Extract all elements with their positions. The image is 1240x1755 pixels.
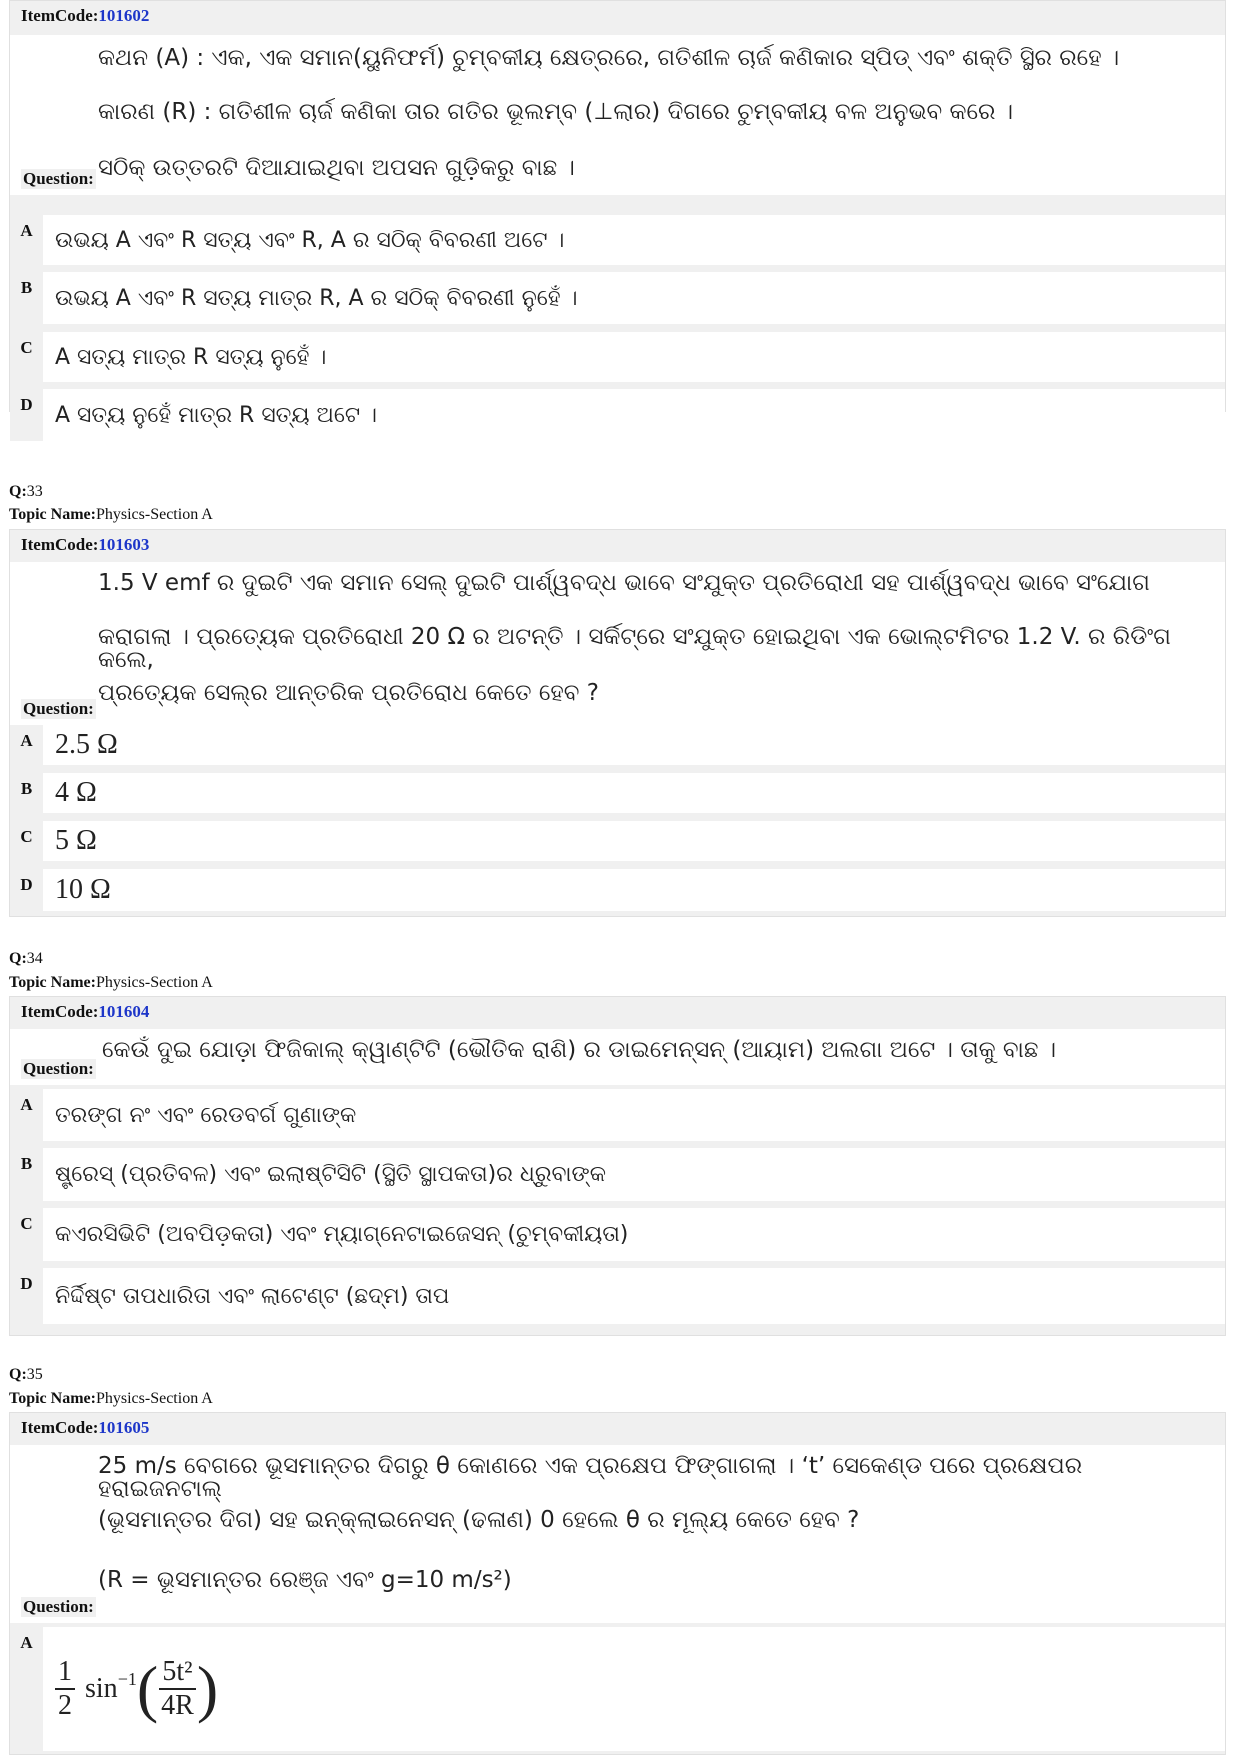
option-letter: A [10, 1089, 43, 1141]
option-text: ଷ୍ଟ୍ରେସ୍ (ପ୍ରତିବଳ) ଏବଂ ଇଲାଷ୍ଟିସିଟି (ସ୍ଥିତି ସ୍ଥାପକତା)ର ଧ୍ରୁବାଙ୍କ [55, 1162, 606, 1187]
option-text: A ସତ୍ୟ ମାତ୍ର R ସତ୍ୟ ନୁହେଁ । [55, 344, 327, 370]
option-letter: D [10, 389, 43, 441]
option-letter: B [10, 1148, 43, 1201]
option-text: ଉଭୟ A ଏବଂ R ସତ୍ୟ ଏବଂ R, A ର ସଠିକ୍ ବିବରଣୀ ଅଟେ । [55, 227, 565, 253]
question-line: (R = ଭୂସମାନ୍ତର ରେଞ୍ଜ ଏବଂ g=10 m/s²) [98, 1567, 512, 1593]
question-block-101603 [9, 529, 1226, 917]
question-label: Question: [23, 1597, 94, 1616]
option-letter: C [10, 332, 43, 382]
question-line: ପ୍ରତ୍ୟେକ ସେଲ୍‌ର ଆନ୍ତରିକ ପ୍ରତିରୋଧ କେତେ ହେବ ? [98, 680, 599, 706]
option-text: 10 Ω [55, 874, 111, 905]
topic-name: Topic Name:Physics-Section A [9, 974, 213, 991]
fraction: $\frac{1}{2}$ [55, 1656, 75, 1722]
question-line: ସଠିକ୍ ଉତ୍ତରଟି ଦିଆଯାଇଥିବା ଅପସନ ଗୁଡ଼ିକରୁ ବାଛ । [98, 155, 575, 181]
option-formula [55, 1627, 1215, 1751]
option-a[interactable] [10, 215, 1225, 265]
question-line: 1.5 V emf ର ଦୁଇଟି ଏକ ସମାନ ସେଲ୍ ଦୁଇଟି ପାର୍ଶ୍ୱବଦ୍ଧ ଭାବେ ସଂଯୁକ୍ତ ପ୍ରତିରୋଧୀ ସହ ପାର୍ଶ୍ୱବଦ୍ଧ ଭାବେ ସଂଯୋଗ [98, 570, 1150, 596]
question-box [10, 1443, 1225, 1625]
right-paren: ) [196, 1653, 219, 1724]
option-c[interactable] [10, 332, 1225, 382]
question-label: Question: [23, 169, 94, 188]
option-a[interactable] [10, 1089, 1225, 1141]
question-number: Q:35 [9, 1366, 43, 1383]
left-paren: ( [136, 1653, 159, 1724]
option-letter: A [10, 215, 43, 265]
item-code: ItemCode:101605 [21, 1418, 150, 1437]
option-text: ଉଭୟ A ଏବଂ R ସତ୍ୟ ମାତ୍ର R, A ର ସଠିକ୍ ବିବରଣୀ ନୁହେଁ । [55, 285, 578, 311]
option-text: 5 Ω [55, 825, 97, 856]
question-box [10, 1027, 1225, 1087]
question-number: Q:34 [9, 950, 43, 967]
option-a[interactable] [10, 725, 1225, 765]
option-letter: C [10, 1208, 43, 1261]
item-code: ItemCode:101604 [21, 1002, 150, 1021]
item-code: ItemCode:101603 [21, 535, 150, 554]
function-superscript: −1 [117, 1668, 137, 1689]
option-text: ନିର୍ଦ୍ଦିଷ୍ଟ ତାପଧାରିତା ଏବଂ ଲାଟେଣ୍ଟ (ଛଦ୍ମ) ତାପ [55, 1283, 450, 1309]
option-letter: A [10, 725, 43, 765]
topic-name: Topic Name:Physics-Section A [9, 506, 213, 523]
question-block-101605 [9, 1412, 1226, 1755]
option-d[interactable] [10, 1268, 1225, 1324]
option-letter: D [10, 1268, 43, 1324]
option-text: 4 Ω [55, 777, 97, 808]
option-letter: C [10, 821, 43, 861]
option-c[interactable] [10, 1208, 1225, 1261]
question-block-101602 [9, 0, 1226, 428]
option-text: A ସତ୍ୟ ନୁହେଁ ମାତ୍ର R ସତ୍ୟ ଅଟେ । [55, 402, 378, 428]
option-letter: D [10, 869, 43, 911]
function-name: sin [85, 1673, 118, 1704]
option-b[interactable] [10, 773, 1225, 813]
option-letter: B [10, 272, 43, 324]
option-d[interactable] [10, 389, 1225, 441]
question-line: 25 m/s ବେଗରେ ଭୂସମାନ୍ତର ଦିଗରୁ θ କୋଣରେ ଏକ ପ୍ରକ୍ଷେପ ଫିଙ୍ଗାଗଲା । ‘t’ ସେକେଣ୍ଡ ପରେ ପ୍ରକ୍ଷେପର ହରାଇଜନଟାଲ୍ [98, 1453, 1083, 1502]
option-a[interactable] [10, 1627, 1225, 1751]
question-number: Q:33 [9, 483, 43, 500]
question-label: Question: [23, 1059, 94, 1078]
fraction-inner: $\frac{\text{5t²}}{4R}$ [161, 1656, 194, 1721]
question-label: Question: [23, 699, 94, 718]
option-letter: A [10, 1627, 43, 1751]
option-letter: B [10, 773, 43, 813]
question-box [10, 560, 1225, 727]
topic-name: Topic Name:Physics-Section A [9, 1390, 213, 1407]
option-d[interactable] [10, 869, 1225, 911]
option-b[interactable] [10, 1148, 1225, 1201]
option-text: 2.5 Ω [55, 729, 118, 760]
item-code: ItemCode:101602 [21, 6, 150, 25]
option-text: ତରଙ୍ଗ ନଂ ଏବଂ ରେଡବର୍ଗ ଗୁଣାଙ୍କ [55, 1102, 357, 1128]
question-block-101604 [9, 996, 1226, 1336]
option-c[interactable] [10, 821, 1225, 861]
question-line: କେଉଁ ଦୁଇ ଯୋଡ଼ା ଫିଜିକାଲ୍ କ୍ୱାଣ୍ଟିଟି (ଭୌତିକ ରାଶି) ର ଡାଇମେନ୍‌ସନ୍ (ଆୟାମ) ଅଲଗା ଅଟେ । ତାକୁ ବାଛ । [102, 1037, 1057, 1063]
option-b[interactable] [10, 272, 1225, 324]
question-box [10, 33, 1225, 197]
question-line: (ଭୂସମାନ୍ତର ଦିଗ) ସହ ଇନ୍‌କ୍ଲାଇନେସନ୍ (ଢଳାଣ) 0 ହେଲେ θ ର ମୂଲ୍ୟ କେତେ ହେବ ? [98, 1507, 860, 1533]
question-line: କରାଗଲା । ପ୍ରତ୍ୟେକ ପ୍ରତିରୋଧୀ 20 Ω ର ଅଟନ୍ତି । ସର୍କିଟ୍‌ରେ ସଂଯୁକ୍ତ ହୋଇଥିବା ଏକ ଭୋଲ୍ଟମିଟର 1.2 V. ର ରିଡିଂଗ କଲେ, [98, 624, 1171, 673]
question-line: କାରଣ (R) : ଗତିଶୀଳ ଚାର୍ଜ କଣିକା ତାର ଗତିର ଭୂଲମ୍ବ (⊥ଲାର) ଦିଗରେ ଚୁମ୍ବକୀୟ ବଳ ଅନୁଭବ କରେ । [98, 99, 1014, 125]
question-line: କଥନ (A) : ଏକ, ଏକ ସମାନ(ୟୁନିଫର୍ମ) ଚୁମ୍ବକୀୟ କ୍ଷେତ୍ରରେ, ଗତିଶୀଳ ଚାର୍ଜ କଣିକାର ସ୍ପିଡ୍ ଏବଂ ଶକ୍ତି ସ୍ଥିର ରହେ । [98, 45, 1120, 71]
option-text: କଏରସିଭିଟି (ଅବପିଡ଼କତା) ଏବଂ ମ୍ୟାଗ୍ନେଟାଇଜେସନ୍ (ଚୁମ୍ବକୀୟତା) [55, 1222, 629, 1247]
